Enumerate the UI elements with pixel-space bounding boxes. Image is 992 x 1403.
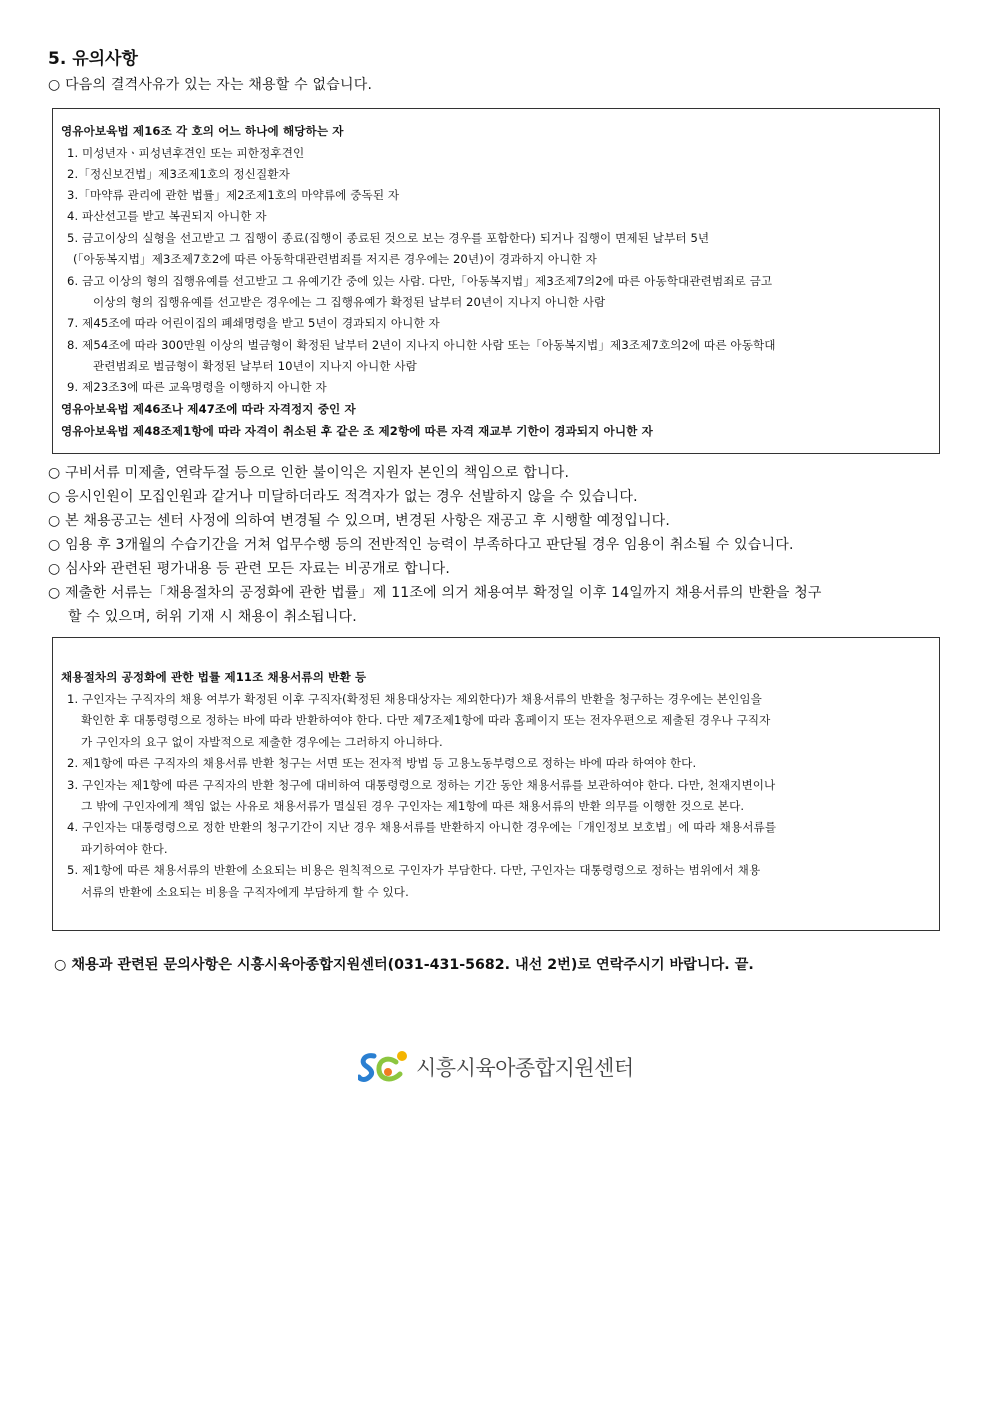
note-item: ○ 구비서류 미제출, 연락두절 등으로 인한 불이익은 지원자 본인의 책임으로 합니다. (48, 465, 570, 481)
box2-item-cont: 파기하여야 한다. (81, 842, 168, 856)
section-title: 5. 유의사항 (48, 49, 138, 69)
logo-mark-icon (358, 1048, 416, 1088)
note-item: ○ 제출한 서류는「채용절차의 공정화에 관한 법률」제 11조에 의거 채용여부 확정일 이후 14일까지 채용서류의 반환을 청구 (48, 585, 822, 601)
box2-item: 4. 구인자는 대통령령으로 정한 반환의 청구기간이 지난 경우 채용서류를 반환하지 아니한 경우에는「개인정보 보호법」에 따라 채용서류를 (67, 820, 777, 834)
box1-item-cont: 이상의 형의 집행유예를 선고받은 경우에는 그 집행유예가 확정된 날부터 20년이 지나지 아니한 사람 (93, 295, 606, 309)
box1-footer: 영유아보육법 제48조제1항에 따라 자격이 취소된 후 같은 조 제2항에 따른 자격 재교부 기한이 경과되지 아니한 자 (61, 424, 653, 438)
logo-text: 시흥시육아종합지원센터 (416, 1056, 634, 1080)
box1-item: 5. 금고이상의 실형을 선고받고 그 집행이 종료(집행이 종료된 것으로 보는 경우를 포함한다) 되거나 집행이 면제된 날부터 5년 (67, 231, 710, 245)
contact-text: ○ 채용과 관련된 문의사항은 시흥시육아종합지원센터(031-431-5682. 내선 2번)로 연락주시기 바랍니다. 끝. (54, 957, 754, 973)
box2-item: 1. 구인자는 구직자의 채용 여부가 확정된 이후 구직자(확정된 채용대상자는 제외한다)가 채용서류의 반환을 청구하는 경우에는 본인임을 (67, 692, 762, 706)
note-item: ○ 본 채용공고는 센터 사정에 의하여 변경될 수 있으며, 변경된 사항은 재공고 후 시행할 예정입니다. (48, 513, 671, 529)
box2-item-cont: 서류의 반환에 소요되는 비용을 구직자에게 부담하게 할 수 있다. (81, 885, 409, 899)
box2-item-cont: 그 밖에 구인자에게 책임 없는 사유로 채용서류가 멸실된 경우 구인자는 제1항에 따른 채용서류의 반환 의무를 이행한 것으로 본다. (81, 799, 745, 813)
document-return-box (52, 637, 940, 931)
box2-item-cont: 확인한 후 대통령령으로 정하는 바에 따라 반환하여야 한다. 다만 제7조제1항에 따라 홈페이지 또는 전자우편으로 제출된 경우나 구직자 (81, 713, 771, 727)
box2-item: 5. 제1항에 따른 채용서류의 반환에 소요되는 비용은 원칙적으로 구인자가 부담한다. 다만, 구인자는 대통령령으로 정하는 범위에서 채용 (67, 863, 761, 877)
box1-item: 7. 제45조에 따라 어린이집의 폐쇄명령을 받고 5년이 경과되지 아니한 자 (67, 316, 440, 330)
box1-item: 2.「정신보건법」제3조제1호의 정신질환자 (67, 167, 290, 181)
box1-item: 8. 제54조에 따라 300만원 이상의 벌금형이 확정된 날부터 2년이 지나지 아니한 사람 또는「아동복지법」제3조제7호의2에 따른 아동학대 (67, 338, 776, 352)
note-item: ○ 응시인원이 모집인원과 같거나 미달하더라도 적격자가 없는 경우 선발하지 않을 수 있습니다. (48, 489, 638, 505)
note-item: ○ 심사와 관련된 평가내용 등 관련 모든 자료는 비공개로 합니다. (48, 561, 451, 577)
intro-text: ○ 다음의 결격사유가 있는 자는 채용할 수 없습니다. (48, 77, 373, 93)
box1-item: 4. 파산선고를 받고 복권되지 아니한 자 (67, 209, 267, 223)
box1-item: 9. 제23조3에 따른 교육명령을 이행하지 아니한 자 (67, 380, 327, 394)
box2-item: 3. 구인자는 제1항에 따른 구직자의 반환 청구에 대비하여 대통령령으로 정하는 기간 동안 채용서류를 보관하여야 한다. 다만, 천재지변이나 (67, 778, 776, 792)
box1-item-cont: 관련범죄로 벌금형이 확정된 날부터 10년이 지나지 아니한 사람 (93, 359, 417, 373)
box2-heading: 채용절차의 공정화에 관한 법률 제11조 채용서류의 반환 등 (61, 670, 367, 684)
note-item: ○ 임용 후 3개월의 수습기간을 거쳐 업무수행 등의 전반적인 능력이 부족하다고 판단될 경우 임용이 취소될 수 있습니다. (48, 537, 794, 553)
box1-item: 6. 금고 이상의 형의 집행유예를 선고받고 그 유예기간 중에 있는 사람. 다만,「아동복지법」제3조제7의2에 따른 아동학대관련범죄로 금고 (67, 274, 773, 288)
disqualification-box (52, 108, 940, 454)
box1-heading: 영유아보육법 제16조 각 호의 어느 하나에 해당하는 자 (61, 124, 344, 138)
box1-item: 1. 미성년자ㆍ피성년후견인 또는 피한정후견인 (67, 146, 305, 160)
note-item-cont: 할 수 있으며, 허위 기재 시 채용이 취소됩니다. (68, 609, 357, 625)
center-logo (358, 1048, 648, 1088)
box2-item-cont: 가 구인자의 요구 없이 자발적으로 제출한 경우에는 그러하지 아니하다. (81, 735, 443, 749)
box1-item-cont: (「아동복지법」제3조제7호2에 따른 아동학대관련범죄를 저지른 경우에는 20년)이 경과하지 아니한 자 (73, 252, 597, 266)
box1-footer: 영유아보육법 제46조나 제47조에 따라 자격정지 중인 자 (61, 402, 356, 416)
box2-item: 2. 제1항에 따른 구직자의 채용서류 반환 청구는 서면 또는 전자적 방법 등 고용노동부령으로 정하는 바에 따라 하여야 한다. (67, 756, 697, 770)
box1-item: 3.「마약류 관리에 관한 법률」제2조제1호의 마약류에 중독된 자 (67, 188, 400, 202)
